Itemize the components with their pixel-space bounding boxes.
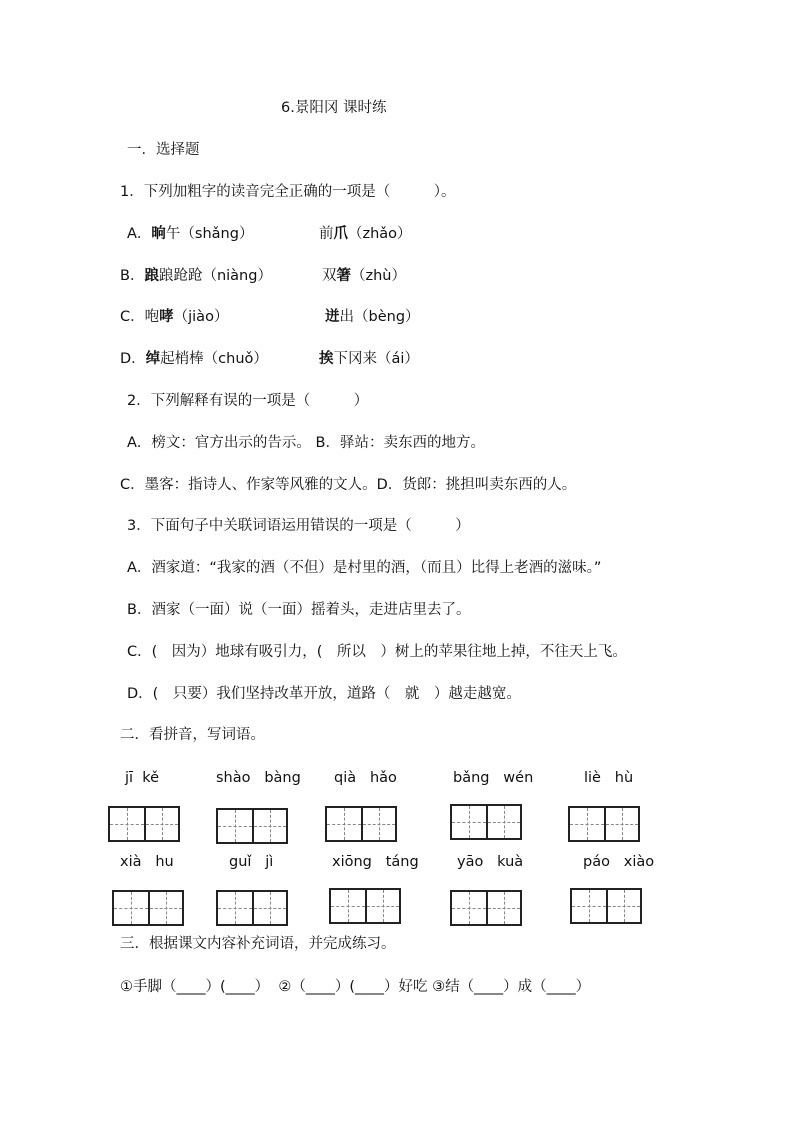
pinyin-label: liè hù [584, 770, 634, 786]
pinyin-label: páo xiào [583, 854, 655, 870]
section3-heading: 三．根据课文内容补充词语，并完成练习。 [120, 936, 396, 952]
writing-grid[interactable] [108, 806, 180, 842]
q3-option-c: C．( 因为）地球有吸引力，( 所以 ）树上的苹果往地上掉，不往天上飞。 [127, 644, 627, 660]
pinyin-label: xià hu [120, 854, 174, 870]
writing-grid[interactable] [568, 806, 640, 842]
q3-option-b: B．酒家（一面）说（一面）摇着头，走进店里去了。 [127, 602, 471, 618]
q1-option-d2: 挨下冈来（ái） [319, 351, 419, 367]
q1-option-c2: 迸出（bèng） [325, 309, 420, 325]
pinyin-label: xiōng táng [332, 854, 419, 870]
q1-option-a1: A．晌午（shǎng） [127, 226, 254, 242]
q1-option-c1: C．咆哮（jiào） [120, 309, 229, 325]
writing-grid[interactable] [570, 888, 642, 924]
page-title: 6.景阳冈 课时练 [281, 100, 387, 116]
pinyin-label: qià hǎo [334, 770, 397, 786]
section2-heading: 二．看拼音，写词语。 [120, 727, 265, 743]
pinyin-label: yāo kuà [457, 854, 524, 870]
q1-option-b2: 双箸（zhù） [322, 268, 406, 284]
q1-option-d1: D．绰起梢棒（chuǒ） [120, 351, 268, 367]
section1-heading: 一．选择题 [127, 142, 200, 158]
writing-grid[interactable] [450, 890, 522, 926]
q3-option-a: A．酒家道：“我家的酒（不但）是村里的酒，（而且）比得上老酒的滋味。” [127, 560, 602, 576]
pinyin-label: jī kě [125, 770, 160, 786]
pinyin-label: guǐ jì [229, 854, 274, 870]
writing-grid[interactable] [216, 808, 288, 844]
q2-options-ab: A．榜文：官方出示的告示。 B．驿站：卖东西的地方。 [127, 435, 485, 451]
q2-stem: 2．下列解释有误的一项是（ ） [127, 393, 369, 409]
section3-fill-blanks[interactable]: ①手脚（____）(____） ②（____）(____）好吃 ③结（____）成（____） [120, 979, 591, 995]
pinyin-label: bǎng wén [453, 770, 534, 786]
writing-grid[interactable] [216, 890, 288, 926]
pinyin-label: shào bàng [216, 770, 301, 786]
writing-grid[interactable] [112, 890, 184, 926]
q3-stem: 3．下面句子中关联词语运用错误的一项是（ ） [127, 518, 470, 534]
writing-grid[interactable] [329, 888, 401, 924]
q1-option-b1: B．踉踉跄跄（niàng） [120, 268, 272, 284]
q1-stem: 1．下列加粗字的读音完全正确的一项是（ ）。 [120, 184, 456, 200]
q3-option-d: D．( 只要）我们坚持改革开放，道路（ 就 ）越走越宽。 [127, 686, 521, 702]
writing-grid[interactable] [325, 806, 397, 842]
q1-option-a2: 前爪（zhǎo） [319, 226, 412, 242]
writing-grid[interactable] [450, 804, 522, 840]
q2-options-cd: C．墨客：指诗人、作家等风雅的文人。D．货郎：挑担叫卖东西的人。 [120, 477, 577, 493]
